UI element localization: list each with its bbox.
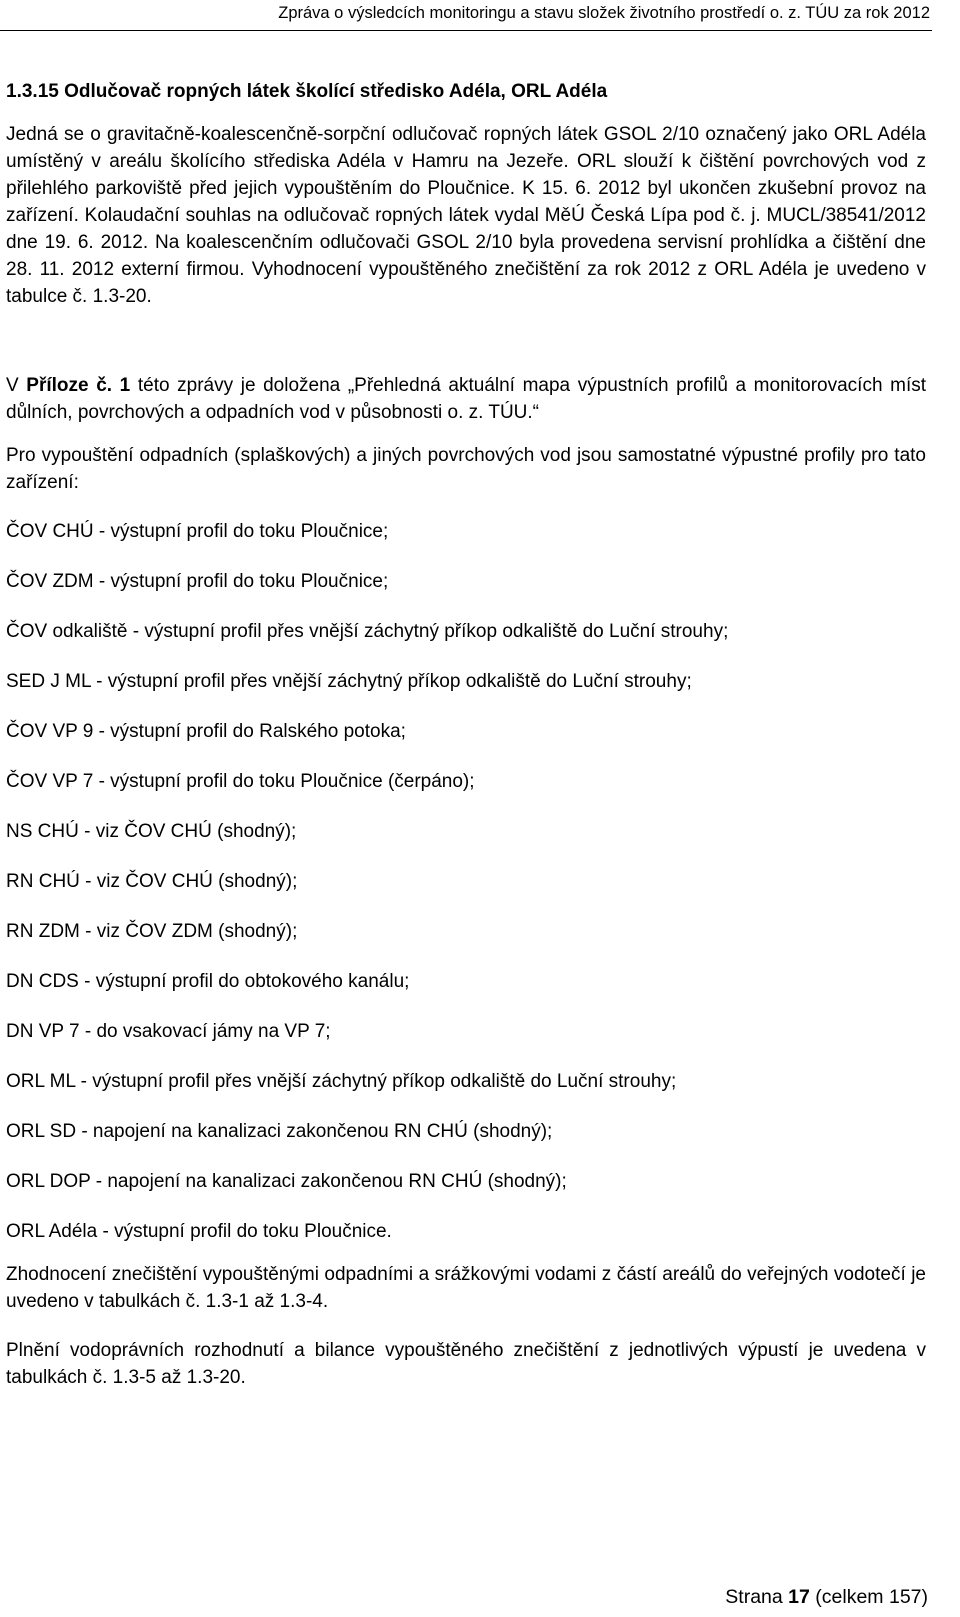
- page-header: [278, 4, 930, 23]
- list-item: ORL DOP - napojení na kanalizaci zakončenou RN CHÚ (shodný);: [6, 1171, 567, 1192]
- appendix-text: této zprávy je doložena „Přehledná aktuální mapa výpustních profilů a monitorovacích míst důlních, povrchových a odpadních vod v působnosti o. z. TÚU.“: [6, 375, 927, 423]
- list-item: RN CHÚ - viz ČOV CHÚ (shodný);: [6, 871, 298, 892]
- outlet-profile-list: [6, 518, 926, 1245]
- list-item: ČOV VP 7 - výstupní profil do toku Ploučnice (čerpáno);: [6, 771, 475, 792]
- intro-paragraph: Jedná se o gravitačně-koalescenčně-sorpční odlučovač ropných látek GSOL 2/10 označený jako ORL Adéla umístěný v areálu školícího střediska Adéla v Hamru na Jezeře. ORL slouží k čištění povrchových vod z přilehlého parkoviště před jejich vypouštěním do Ploučnice. K 15. 6. 2012 byl ukončen zkušební provoz na zařízení. Kolaudační souhlas na odlučovač ropných látek vydal MěÚ Česká Lípa pod č. j. MUCL/38541/2012 dne 19. 6. 2012. Na koalescenčním odlučovači GSOL 2/10 byla provedena servisní prohlídka a čištění dne 28. 11. 2012 externí firmou. Vyhodnocení vypouštěného znečištění za rok 2012 z ORL Adéla je uvedeno v tabulce č. 1.3-20.: [6, 124, 926, 307]
- list-item: ČOV ZDM - výstupní profil do toku Ploučnice;: [6, 571, 389, 592]
- appendix-prefix: V: [6, 375, 27, 396]
- list-item: ČOV VP 9 - výstupní profil do Ralského potoka;: [6, 721, 406, 742]
- list-item: NS CHÚ - viz ČOV CHÚ (shodný);: [6, 821, 297, 842]
- appendix-paragraph: [6, 372, 926, 426]
- compliance-paragraph: Plnění vodoprávních rozhodnutí a bilance vypouštěného znečištění z jednotlivých výpustí je uvedena v tabulkách č. 1.3-5 až 1.3-20.: [6, 1340, 926, 1388]
- list-item: ORL Adéla - výstupní profil do toku Ploučnice.: [6, 1221, 392, 1242]
- page-number: 17: [788, 1586, 810, 1608]
- section-heading: 1.3.15 Odlučovač ropných látek školící středisko Adéla, ORL Adéla: [6, 81, 608, 102]
- report-title: Zpráva o výsledcích monitoringu a stavu složek životního prostředí o. z. TÚU za rok 2012: [278, 4, 930, 22]
- appendix-reference: Příloze č. 1: [26, 375, 131, 396]
- profiles-intro-paragraph: Pro vypouštění odpadních (splaškových) a jiných povrchových vod jsou samostatné výpustné profily pro tato zařízení:: [6, 445, 926, 493]
- header-divider: [0, 30, 932, 31]
- list-item: ORL SD - napojení na kanalizaci zakončenou RN CHÚ (shodný);: [6, 1121, 553, 1142]
- page-label: Strana: [725, 1586, 789, 1608]
- list-item: DN CDS - výstupní profil do obtokového kanálu;: [6, 971, 410, 992]
- page-content: [6, 78, 926, 1391]
- evaluation-paragraph: Zhodnocení znečištění vypouštěnými odpadními a srážkovými vodami z částí areálů do veřejných vodotečí je uvedeno v tabulkách č. 1.3-1 až 1.3-4.: [6, 1264, 926, 1312]
- list-item: ČOV CHÚ - výstupní profil do toku Ploučnice;: [6, 521, 389, 542]
- list-item: RN ZDM - viz ČOV ZDM (shodný);: [6, 921, 298, 942]
- list-item: DN VP 7 - do vsakovací jámy na VP 7;: [6, 1021, 331, 1042]
- list-item: SED J ML - výstupní profil přes vnější záchytný příkop odkaliště do Luční strouhy;: [6, 671, 692, 692]
- list-item: ORL ML - výstupní profil přes vnější záchytný příkop odkaliště do Luční strouhy;: [6, 1071, 677, 1092]
- page-footer: [725, 1586, 928, 1609]
- page-total: (celkem 157): [809, 1586, 928, 1608]
- list-item: ČOV odkaliště - výstupní profil přes vnější záchytný příkop odkaliště do Luční strouhy;: [6, 621, 729, 642]
